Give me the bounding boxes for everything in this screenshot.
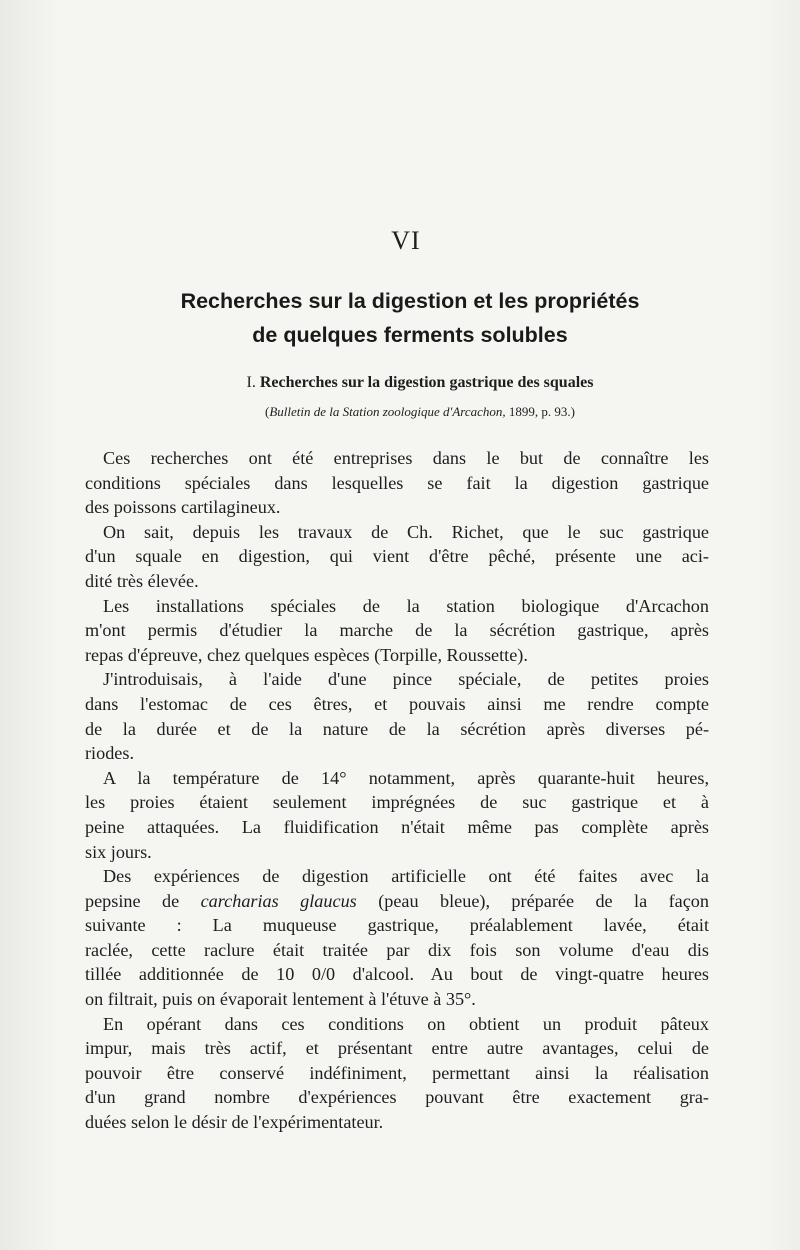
- text-line: repas d'épreuve, chez quelques espèces (Torpille, Roussette).: [85, 644, 528, 665]
- text-line: on filtrait, puis on évaporait lentement à l'étuve à 35°.: [85, 989, 476, 1010]
- text-line: d'un squale en digestion, qui vient d'être pêché, présente une aci-: [85, 546, 709, 567]
- text-line: Ces recherches ont été entreprises dans le but de connaître les: [103, 448, 709, 468]
- text-line: peine attaquées. La fluidification n'était même pas complète après: [85, 816, 709, 837]
- text-line: J'introduisais, à l'aide d'une pince spéciale, de petites proies: [103, 669, 709, 690]
- text-line: les proies étaient seulement imprégnées de suc gastrique et à: [85, 792, 709, 813]
- species-name: carcharias glaucus: [200, 890, 357, 911]
- text-line: pouvoir être conservé indéfiniment, permettant ainsi la réalisation: [85, 1062, 709, 1083]
- chapter-number: VI: [391, 226, 421, 255]
- chapter-title: [90, 284, 730, 352]
- section-heading: [90, 374, 750, 392]
- citation-details: 1899, p. 93.): [508, 404, 575, 419]
- text-line: de la durée et de la nature de la sécrétion après diverses pé-: [85, 718, 709, 739]
- text-line: A la température de 14° notamment, après quarante-huit heures,: [103, 767, 709, 788]
- text-fragment: (peau bleue), préparée de la façon: [378, 890, 709, 911]
- text-line: [85, 889, 709, 914]
- text-line: impur, mais très actif, et présentant entre autre avantages, celui de: [85, 1038, 709, 1059]
- text-line: Les installations spéciales de la station biologique d'Arcachon: [103, 595, 709, 616]
- text-line: m'ont permis d'étudier la marche de la sécrétion gastrique, après: [85, 620, 709, 641]
- text-fragment: pepsine de: [85, 890, 180, 911]
- text-line: des poissons cartilagineux.: [85, 497, 281, 518]
- section-title: Recherches sur la digestion gastrique des squales: [259, 374, 594, 391]
- text-line: En opérant dans ces conditions on obtient un produit pâteux: [103, 1013, 709, 1034]
- text-line: dité très élevée.: [85, 570, 199, 591]
- text-line: suivante : La muqueuse gastrique, préalablement lavée, était: [85, 915, 709, 936]
- text-line: dans l'estomac de ces êtres, et pouvais ainsi me rendre compte: [85, 693, 709, 714]
- text-line: conditions spéciales dans lesquelles se fait la digestion gastrique: [85, 472, 709, 493]
- citation-journal: Bulletin de la Station zoologique d'Arcachon,: [269, 404, 506, 419]
- chapter-title-line-2: de quelques ferments solubles: [252, 323, 568, 347]
- text-line: Des expériences de digestion artificielle ont été faites avec la: [103, 866, 709, 887]
- text-line: riodes.: [85, 743, 134, 764]
- body-text: [85, 446, 709, 1135]
- text-line: duées selon le désir de l'expérimentateur.: [85, 1112, 384, 1133]
- text-line: six jours.: [85, 841, 152, 862]
- text-line: raclée, cette raclure était traitée par dix fois son volume d'eau dis: [85, 939, 709, 960]
- chapter-title-line-1: Recherches sur la digestion et les propriétés: [180, 289, 640, 313]
- text-line: On sait, depuis les travaux de Ch. Richet, que le suc gastrique: [103, 521, 709, 542]
- text-line: tillée additionnée de 10 0/0 d'alcool. Au bout de vingt-quatre heures: [85, 964, 709, 985]
- text-line: d'un grand nombre d'expériences pouvant être exactement gra-: [85, 1087, 709, 1108]
- citation-open-paren: (: [265, 404, 270, 419]
- section-number: I.: [246, 374, 256, 391]
- citation: [90, 404, 750, 420]
